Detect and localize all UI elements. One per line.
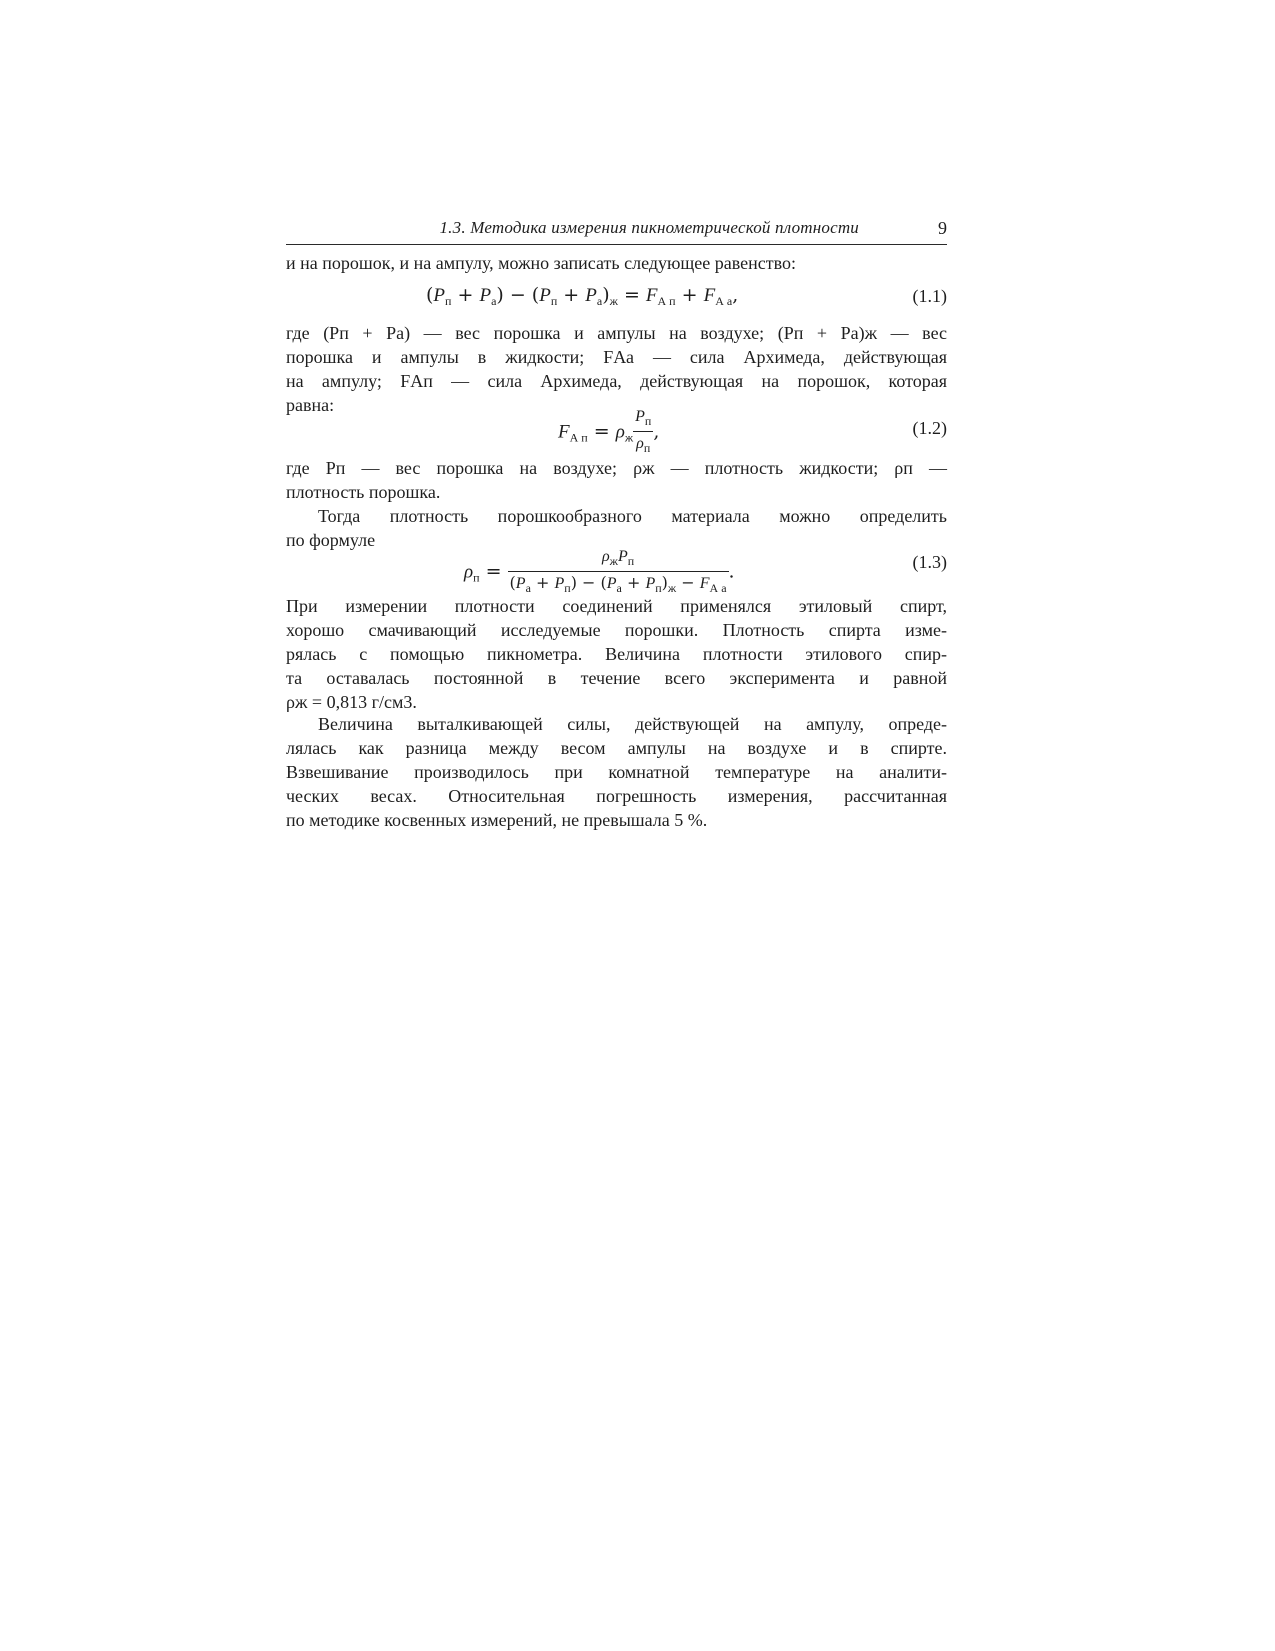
text-line: Величина выталкивающей силы, действующей на ампулу, опреде-: [318, 714, 947, 734]
text-line: по формуле: [286, 530, 376, 550]
text-line: где (Pп + Pа) — вес порошка и ампулы на воздухе; (Pп + Pа)ж — вес: [286, 323, 947, 343]
text-line: порошка и ампулы в жидкости; FАа — сила Архимеда, действующая: [286, 347, 947, 367]
equation-number: (1.3): [912, 552, 947, 572]
text-line: плотность порошка.: [286, 482, 441, 502]
equation-1-3: [286, 546, 947, 595]
text-line: ческих весах. Относительная погрешность измерения, рассчитанная: [286, 786, 947, 806]
equation-body: $\rho_п$ = $\frac{\rho_жP_п}{(P_а + P_п) - (P_а + P_п)_ж - F_{А а}}$ .: [464, 548, 735, 595]
equation-1-2: [286, 404, 947, 455]
text-line: и на порошок, и на ампулу, можно записать следующее равенство:: [286, 253, 797, 273]
text-line: на ампулу; FАп — сила Архимеда, действующая на порошок, которая: [286, 371, 947, 391]
equation-number: (1.1): [912, 286, 947, 306]
running-header: [286, 218, 947, 245]
page-number: 9: [938, 218, 947, 238]
text-line: где Pп — вес порошка на воздухе; ρж — плотность жидкости; ρп —: [286, 458, 947, 478]
text-line: ρж = 0,813 г/см3.: [286, 692, 417, 712]
text-line: равна:: [286, 395, 335, 415]
text-line: Тогда плотность порошкообразного материала можно определить: [318, 506, 947, 526]
text-line: хорошо смачивающий исследуемые порошки. Плотность спирта изме-: [286, 620, 947, 640]
text-line: та оставалась постоянной в течение всего эксперимента и равной: [286, 668, 947, 688]
equation-1-1: [286, 284, 947, 310]
text-line: по методике косвенных измерений, не превышала 5 %.: [286, 810, 708, 830]
text-line: При измерении плотности соединений применялся этиловый спирт,: [286, 596, 947, 616]
equation-body: $F_{А п} = \rho_ж$ $\frac{P_п}{\rho_п}$ ,: [558, 408, 660, 455]
equation-number: (1.2): [912, 418, 947, 438]
text-line: Взвешивание производилось при комнатной температуре на аналити-: [286, 762, 947, 782]
running-title: 1.3. Методика измерения пикнометрической плотности: [439, 218, 859, 237]
equation-body: $(P_п + P_а) - (P_п + P_а)_ж = F_{А п} + F_{А а}$,: [426, 284, 739, 308]
text-line: лялась как разница между весом ампулы на воздухе и в спирте.: [286, 738, 947, 758]
text-line: рялась с помощью пикнометра. Величина плотности этилового спир-: [286, 644, 947, 664]
